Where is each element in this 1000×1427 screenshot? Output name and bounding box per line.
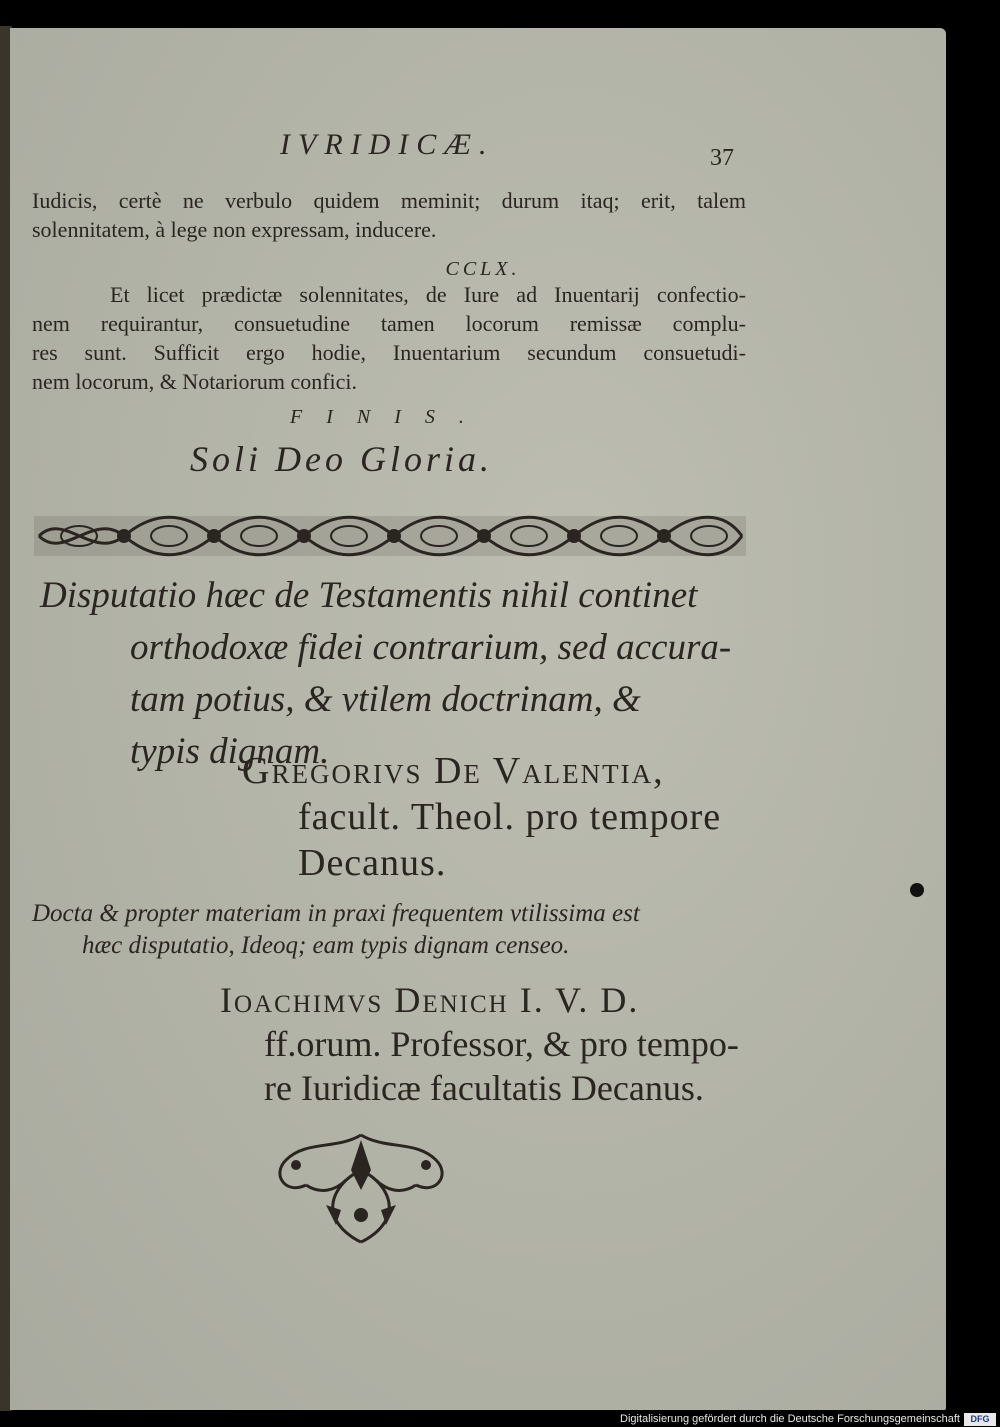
footer-bar (0, 1412, 1000, 1427)
footer-credit: Digitalisierung gefördert durch die Deutsche Forschungsgemeinschaft (620, 1413, 960, 1425)
text-line: nem requirantur, consuetudine tamen locorum remissæ complu- (32, 311, 746, 336)
paragraph-2 (32, 280, 746, 396)
signer-name: Gregorivs De Valentia, (242, 750, 665, 792)
section-number: CCLX. (445, 258, 521, 280)
closing-line: Soli Deo Gloria. (190, 439, 493, 479)
signer-title: Decanus. (298, 842, 447, 884)
text-line: tam potius, & vtilem doctrinam, & (130, 679, 641, 720)
finis-label: FINIS. (290, 406, 488, 428)
signer-title: ff.orum. Professor, & pro tempo- (264, 1024, 739, 1064)
text-line: Et licet prædictæ solennitates, de Iure ad Inuentarij confectio- (110, 282, 746, 307)
binding-hole (910, 883, 924, 897)
text-line: Disputatio hæc de Testamentis nihil continet (40, 575, 698, 616)
signer-title: facult. Theol. pro tempore (298, 796, 722, 838)
signature-block-law (220, 978, 739, 1110)
text-line: typis dignam. (130, 731, 330, 772)
signer-title: re Iuridicæ facultatis Decanus. (264, 1068, 704, 1108)
text-line: Iudicis, certè ne verbulo quidem meminit; durum itaq; erit, talem (32, 188, 746, 213)
text-line: res sunt. Sufficit ergo hodie, Inuentarium secundum consuetudi- (32, 340, 746, 365)
running-head: IVRIDICÆ. (280, 128, 495, 161)
signer-name: Ioachimvs Denich I. V. D. (220, 980, 640, 1020)
tailpiece-ornament-icon (266, 1130, 456, 1248)
text-line: Docta & propter materiam in praxi frequentem vtilissima est (32, 900, 640, 927)
ornament-band-icon (34, 506, 746, 566)
approval-theology (40, 570, 740, 778)
text-line: nem locorum, & Notariorum confici. (32, 369, 358, 394)
text-line: solennitatem, à lege non expressam, inducere. (32, 217, 437, 242)
signature-block-theology (242, 748, 721, 886)
approval-law (32, 898, 746, 962)
text-line: hæc disputatio, Ideoq; eam typis dignam censeo. (82, 932, 570, 959)
book-page (10, 28, 946, 1410)
paragraph-1 (32, 186, 746, 244)
text-line: orthodoxæ fidei contrarium, sed accura- (130, 627, 732, 668)
page-number: 37 (710, 145, 734, 171)
dfg-logo: DFG (964, 1413, 996, 1426)
